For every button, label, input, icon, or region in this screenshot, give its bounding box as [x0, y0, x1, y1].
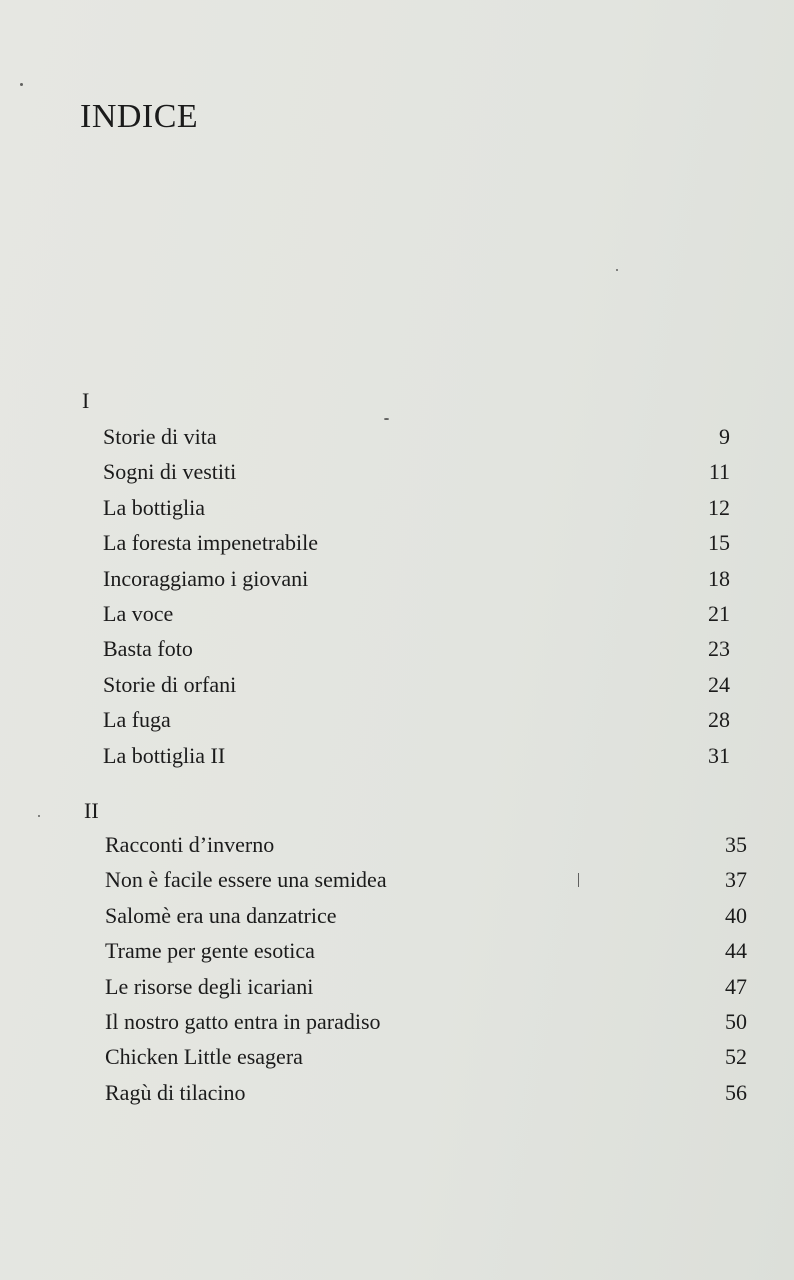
toc-entry	[105, 827, 747, 862]
toc-entry	[105, 1039, 747, 1074]
page-title: INDICE	[80, 98, 199, 135]
toc-entry-page: 23	[708, 636, 730, 662]
toc-entry-page: 56	[725, 1079, 747, 1105]
toc-entry	[103, 561, 730, 596]
toc-entry-title: Salomè era una danzatrice	[105, 902, 337, 928]
toc-entry-page: 28	[708, 707, 730, 733]
toc-entry	[103, 738, 730, 773]
toc-entry-title: Ragù di tilacino	[105, 1079, 246, 1105]
section-label-2: II	[84, 798, 99, 823]
toc-entry	[103, 525, 730, 560]
toc-entry-title: Storie di orfani	[103, 671, 237, 697]
toc-entry-page: 35	[725, 832, 747, 857]
toc-entry-page: 44	[725, 938, 747, 964]
paper-speck	[20, 83, 23, 86]
toc-entry-title: La fuga	[103, 707, 171, 733]
toc-entry-title: Trame per gente esotica	[105, 938, 315, 964]
toc-entry-page: 24	[708, 671, 730, 697]
toc-entry-page: 18	[708, 565, 730, 591]
toc-entry	[105, 898, 747, 933]
toc-entry-title: Storie di vita	[103, 424, 217, 449]
toc-entry-page: 47	[725, 973, 747, 999]
toc-entry-page: 9	[719, 424, 730, 449]
section-label-1: I	[82, 388, 90, 413]
toc-entry	[105, 862, 747, 897]
paper-speck	[38, 815, 40, 817]
toc-list-section-1	[103, 419, 730, 773]
toc-entry	[103, 596, 730, 631]
toc-entry	[103, 490, 730, 525]
toc-entry-title: La bottiglia II	[103, 742, 226, 768]
toc-entry-title: La voce	[103, 600, 174, 626]
toc-entry	[103, 631, 730, 666]
toc-entry-title: Basta foto	[103, 636, 193, 662]
toc-entry	[105, 933, 747, 968]
toc-entry-title: Incoraggiamo i giovani	[103, 565, 309, 591]
toc-entry	[103, 702, 730, 737]
toc-entry-title: Il nostro gatto entra in paradiso	[105, 1008, 381, 1034]
toc-entry-page: 15	[708, 530, 730, 556]
toc-entry-page: 37	[725, 867, 747, 893]
toc-entry-title: Non è facile essere una semidea	[105, 867, 387, 893]
paper-speck	[616, 269, 618, 271]
toc-entry-title: Sogni di vestiti	[103, 459, 237, 485]
toc-entry-title: Le risorse degli icariani	[105, 973, 314, 999]
toc-entry	[105, 969, 747, 1004]
toc-entry	[105, 1075, 747, 1110]
toc-entry-title: Racconti d’inverno	[105, 832, 275, 857]
toc-entry-page: 31	[708, 742, 730, 768]
toc-entry-title: La bottiglia	[103, 494, 206, 520]
toc-entry-page: 21	[708, 600, 730, 626]
toc-entry-page: 50	[725, 1008, 747, 1034]
paper-speck	[384, 418, 389, 420]
toc-entry-page: 11	[708, 459, 730, 485]
toc-entry	[103, 454, 730, 489]
toc-entry	[103, 419, 730, 454]
toc-entry-page: 40	[725, 902, 747, 928]
toc-entry-page: 52	[725, 1044, 747, 1070]
toc-entry-title: Chicken Little esagera	[105, 1044, 303, 1070]
toc-entry-title: La foresta impenetrabile	[103, 530, 319, 556]
toc-entry-page: 12	[708, 494, 730, 520]
paper-speck	[578, 873, 579, 887]
toc-entry	[103, 667, 730, 702]
toc-entry	[105, 1004, 747, 1039]
toc-list-section-2	[105, 827, 747, 1110]
